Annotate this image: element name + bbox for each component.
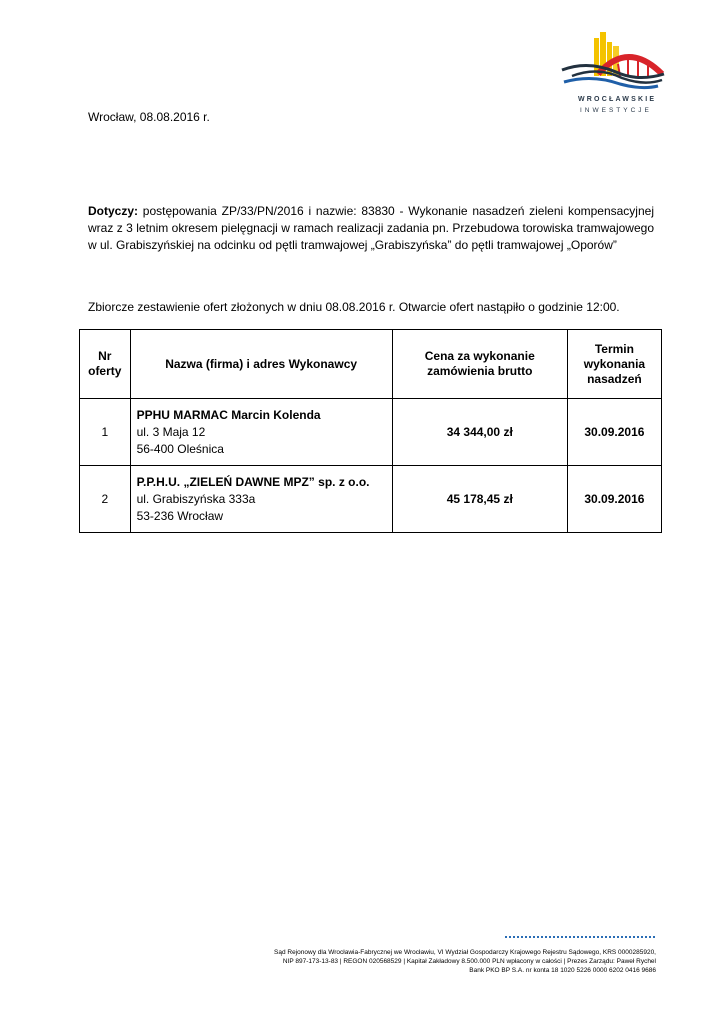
offers-table	[79, 329, 662, 533]
header-contractor-name: Nazwa (firma) i adres Wykonawcy	[130, 330, 392, 399]
contractor-cell	[130, 466, 392, 533]
offer-term: 30.09.2016	[567, 466, 661, 533]
place-and-date: Wrocław, 08.08.2016 r.	[88, 110, 210, 124]
table-row	[80, 399, 662, 466]
offer-term: 30.09.2016	[567, 399, 661, 466]
contractor-firm: P.P.H.U. „ZIELEŃ DAWNE MPZ” sp. z o.o.	[136, 474, 370, 489]
contractor-street: ul. 3 Maja 12	[136, 424, 206, 439]
header-offer-number: Nr oferty	[80, 330, 131, 399]
offer-price: 34 344,00 zł	[392, 399, 567, 466]
logo-text-line1: WROCŁAWSKIE	[578, 96, 657, 103]
offer-number: 2	[80, 466, 131, 533]
footer-dotted-divider	[505, 936, 655, 938]
table-header-row	[80, 330, 662, 399]
offer-number: 1	[80, 399, 131, 466]
contractor-cell	[130, 399, 392, 466]
footer-legal-info	[200, 948, 656, 975]
footer-line-registry: NIP 897-173-13-83 | REGON 020568529 | Kapitał Zakładowy 8.500.000 PLN wpłacony w całości | Prezes Zarządu: Paweł Rychel	[282, 958, 656, 965]
offer-price: 45 178,45 zł	[392, 466, 567, 533]
contractor-city: 53-236 Wrocław	[136, 508, 224, 523]
header-completion-term: Termin wykonania nasadzeń	[567, 330, 661, 399]
subject-paragraph	[88, 203, 654, 254]
contractor-street: ul. Grabiszyńska 333a	[136, 491, 256, 506]
footer-line-bank: Bank PKO BP S.A. nr konta 18 1020 5226 0000 6202 0416 9686	[469, 967, 656, 974]
logo-mark-icon	[558, 30, 668, 96]
contractor-city: 56-400 Oleśnica	[136, 441, 224, 456]
table-row	[80, 466, 662, 533]
summary-text: Zbiorcze zestawienie ofert złożonych w dniu 08.08.2016 r. Otwarcie ofert nastąpiło o godzinie 12:00.	[88, 300, 620, 314]
subject-label: Dotyczy:	[88, 204, 139, 218]
logo-text-line2: INWESTYCJE	[580, 107, 652, 114]
contractor-firm: PPHU MARMAC Marcin Kolenda	[136, 407, 321, 422]
footer-line-court: Sąd Rejonowy dla Wrocławia-Fabrycznej we Wrocławiu, VI Wydział Gospodarczy Krajowego Rejestru Sądowego, KRS 0000285920,	[274, 949, 656, 956]
company-logo	[558, 30, 668, 120]
subject-text: postępowania ZP/33/PN/2016 i nazwie: 83830 - Wykonanie nasadzeń zieleni kompensacyjnej wraz z 3 letnim okresem pielęgnacji w ramach realizacji zadania pn. Przebudowa torowiska tramwajowego w ul. Grabiszyńskiej na odcinku od pętli tramwajowej „Grabiszyńska” do pętli tramwajowej „Oporów”	[88, 204, 654, 252]
header-price: Cena za wykonanie zamówienia brutto	[392, 330, 567, 399]
